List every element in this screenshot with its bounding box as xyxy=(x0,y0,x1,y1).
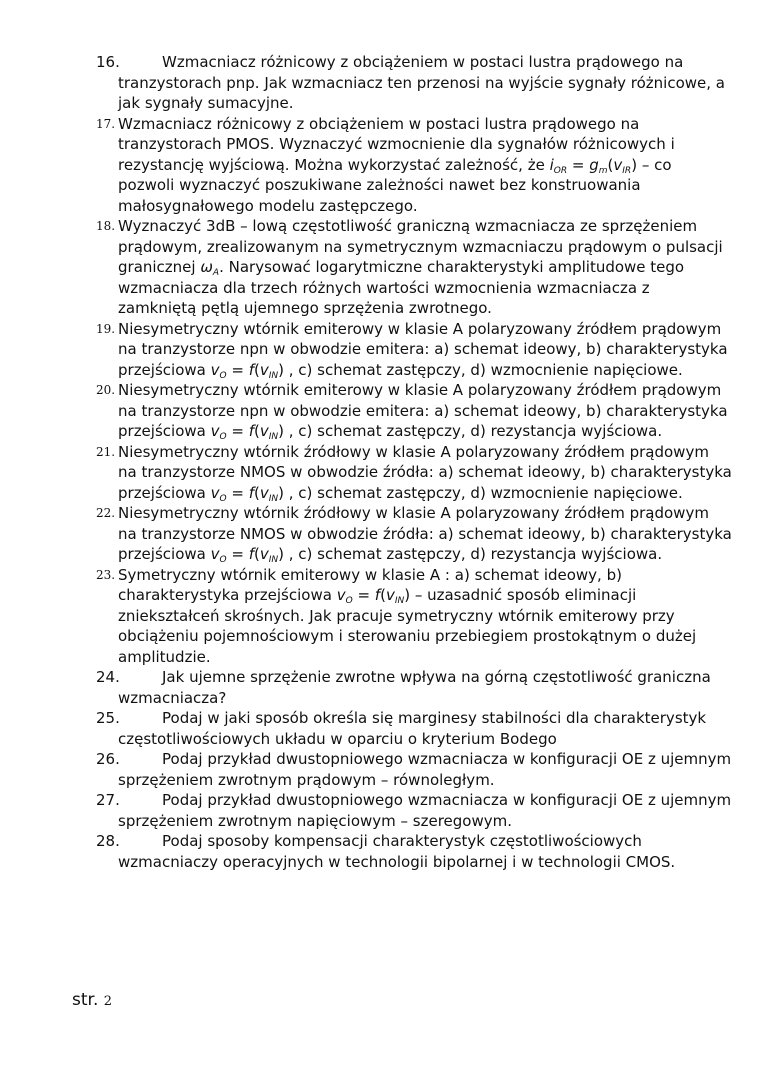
question-item xyxy=(96,503,732,565)
question-number: 17. xyxy=(96,116,116,131)
question-text: Podaj w jaki sposób określa się marginesy stabilności dla charakterystyk częstotliwościowych układu w oparciu o kryterium Bodego xyxy=(118,709,707,748)
question-item xyxy=(96,442,732,504)
question-text: Symetryczny wtórnik emiterowy w klasie A : a) schemat ideowy, b) charakterystyka przejściowa $v_O = f(v_{IN})$ – uzasadnić sposób eliminacji zniekształceń skrośnych. Jak pracuje symetryczny wtórnik emiterowy przy obciążeniu pojemnościowym i sterowaniu przebiegiem prostokątnym o dużej amplitudzie. xyxy=(118,565,697,666)
question-number: 22. xyxy=(96,506,116,520)
question-text: Wzmacniacz różnicowy z obciążeniem w postaci lustra prądowego na tranzystorach PMOS. Wyznaczyć wzmocnienie dla sygnałów różnicowych i rezystancję wyjściową. Można wykorzystać zależność, że $i_{OR} = g_m(v_{IR})$ – co pozwoli wyznaczyć poszukiwane zależności nawet bez konstruowania małosygnałowego modelu zastępczego. xyxy=(118,114,675,215)
question-item xyxy=(96,52,732,114)
question-item xyxy=(96,319,732,381)
question-number: 26. xyxy=(96,750,120,768)
question-text: Podaj przykład dwustopniowego wzmacniacza w konfiguracji OE z ujemnym sprzężeniem zwrotnym prądowym – równoległym. xyxy=(118,750,732,789)
question-number: 25. xyxy=(96,709,120,727)
footer-label: str. xyxy=(72,990,99,1010)
question-number: 20. xyxy=(96,383,116,397)
question-list xyxy=(96,52,732,872)
question-item xyxy=(96,216,732,319)
question-text: Podaj sposoby kompensacji charakterystyk częstotliwościowych wzmacniaczy operacyjnych w technologii bipolarnej i w technologii CMOS. xyxy=(118,832,676,871)
question-number: 21. xyxy=(96,444,116,459)
question-item xyxy=(96,708,732,749)
question-text: Niesymetryczny wtórnik źródłowy w klasie A polaryzowany źródłem prądowym na tranzystorze NMOS w obwodzie źródła: a) schemat ideowy, b) charakterystyka przejściowa $v_O = f(v_{IN})$ , c) schemat zastępczy, d) wzmocnienie napięciowe. xyxy=(118,442,732,504)
question-item xyxy=(96,565,732,668)
question-text: Niesymetryczny wtórnik emiterowy w klasie A polaryzowany źródłem prądowym na tranzystorze npn w obwodzie emitera: a) schemat ideowy, b) charakterystyka przejściowa $v_O = f(v_{IN})$ , c) schemat zastępczy, d) wzmocnienie napięciowe. xyxy=(118,319,728,381)
question-item xyxy=(96,667,732,708)
question-text: Wyznaczyć 3dB – lową częstotliwość graniczną wzmacniacza ze sprzężeniem prądowym, zrealizowanym na symetrycznym wzmacniaczu prądowym o pulsacji granicznej $\omega_A$. Narysować logarytmiczne charakterystyki amplitudowe tego wzmacniacza dla trzech różnych wartości wzmocnienia wzmacniacza z zamkniętą pętlą ujemnego sprzężenia zwrotnego. xyxy=(118,217,723,317)
question-item xyxy=(96,749,732,790)
page-footer xyxy=(72,990,112,1010)
question-item xyxy=(96,831,732,872)
question-item xyxy=(96,380,732,442)
question-number: 27. xyxy=(96,791,120,809)
question-number: 23. xyxy=(96,567,116,582)
question-item xyxy=(96,114,732,217)
question-text: Podaj przykład dwustopniowego wzmacniacza w konfiguracji OE z ujemnym sprzężeniem zwrotnym napięciowym – szeregowym. xyxy=(118,791,732,830)
page-number: 2 xyxy=(103,994,113,1009)
question-text: Jak ujemne sprzężenie zwrotne wpływa na górną częstotliwość graniczna wzmacniacza? xyxy=(118,668,711,707)
question-number: 19. xyxy=(96,321,116,336)
question-text: Niesymetryczny wtórnik źródłowy w klasie A polaryzowany źródłem prądowym na tranzystorze NMOS w obwodzie źródła: a) schemat ideowy, b) charakterystyka przejściowa $v_O = f(v_{IN})$ , c) schemat zastępczy, d) rezystancja wyjściowa. xyxy=(118,504,732,565)
question-number: 24. xyxy=(96,668,120,686)
question-text: Niesymetryczny wtórnik emiterowy w klasie A polaryzowany źródłem prądowym na tranzystorze npn w obwodzie emitera: a) schemat ideowy, b) charakterystyka przejściowa $v_O = f(v_{IN})$ , c) schemat zastępczy, d) rezystancja wyjściowa. xyxy=(118,381,728,442)
question-item xyxy=(96,790,732,831)
question-text: Wzmacniacz różnicowy z obciążeniem w postaci lustra prądowego na tranzystorach pnp. Jak wzmacniacz ten przenosi na wyjście sygnały różnicowe, a jak sygnały sumacyjne. xyxy=(118,53,726,112)
question-number: 18. xyxy=(96,219,116,233)
question-number: 16. xyxy=(96,53,120,71)
question-number: 28. xyxy=(96,832,120,850)
